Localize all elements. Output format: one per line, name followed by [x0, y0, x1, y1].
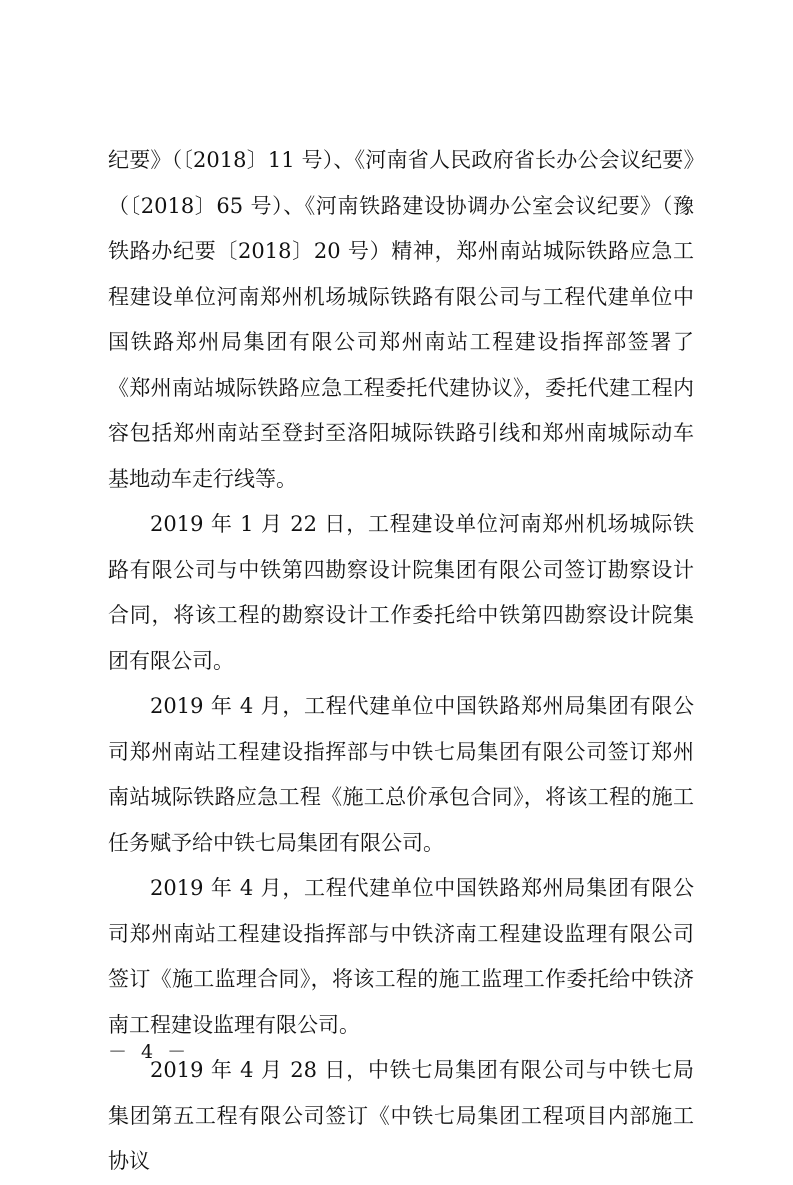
paragraph-3: 2019 年 4 月，工程代建单位中国铁路郑州局集团有限公司郑州南站工程建设指挥部与中铁七局集团有限公司签订郑州南站城际铁路应急工程《施工总价承包合同》，将该工程的施工任务赋予给中铁七局集团有限公司。 [108, 694, 694, 855]
paragraph-1: 纪要》（〔2018〕11 号）、《河南省人民政府省长办公会议纪要》（〔2018〕65 号）、《河南铁路建设协调办公室会议纪要》（豫铁路办纪要〔2018〕20 号）精神，郑州南站城际铁路应急工程建设单位河南郑州机场城际铁路有限公司与工程代建单位中国铁路郑州局集团有限公司郑州南站工程建设指挥部签署了《郑州南站城际铁路应急工程委托代建协议》，委托代建工程内容包括郑州南站至登封至洛阳城际铁路引线和郑州南城际动车基地动车走行线等。 [108, 148, 694, 491]
body-text [108, 138, 694, 1185]
paragraph-5: 2019 年 4 月 28 日，中铁七局集团有限公司与中铁七局集团第五工程有限公司签订《中铁七局集团工程项目内部施工协议 [108, 1058, 694, 1173]
paragraph-2: 2019 年 1 月 22 日，工程建设单位河南郑州机场城际铁路有限公司与中铁第四勘察设计院集团有限公司签订勘察设计合同，将该工程的勘察设计工作委托给中铁第四勘察设计院集团有限公司。 [108, 512, 694, 673]
paragraph-4: 2019 年 4 月，工程代建单位中国铁路郑州局集团有限公司郑州南站工程建设指挥部与中铁济南工程建设监理有限公司签订《施工监理合同》，将该工程的施工监理工作委托给中铁济南工程建设监理有限公司。 [108, 876, 694, 1037]
page-number: － 4 － [108, 1041, 191, 1063]
